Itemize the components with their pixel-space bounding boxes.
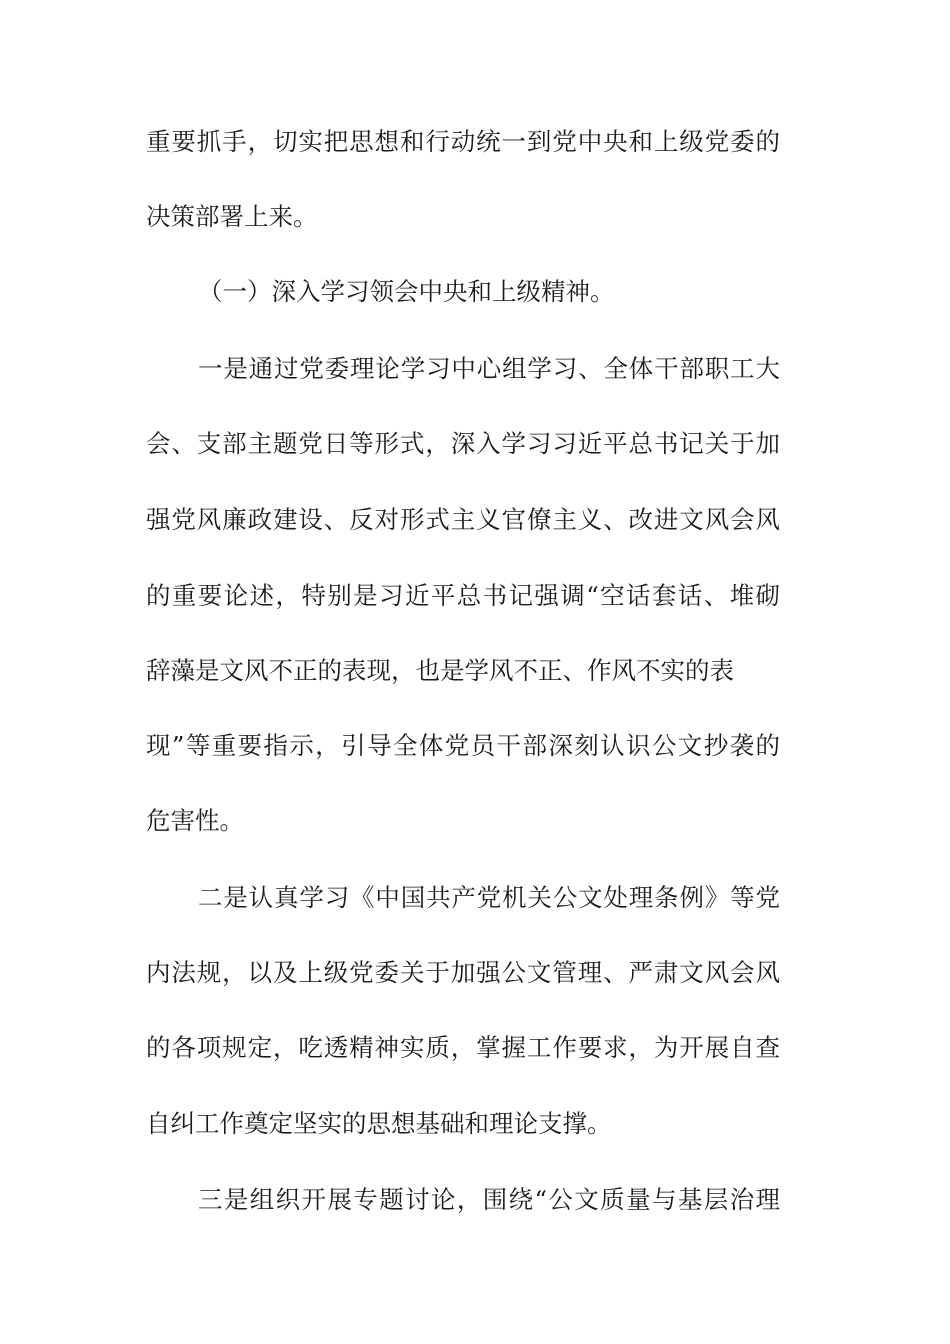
section-heading: （一）深入学习领会中央和上级精神。 xyxy=(198,277,615,306)
paragraph-line: 二是认真学习《中国共产党机关公文处理条例》等党 xyxy=(198,883,780,912)
paragraph-line: 三是组织开展专题讨论，围绕“公文质量与基层治理 xyxy=(198,1185,780,1214)
paragraph-line: 危害性。 xyxy=(146,806,244,835)
paragraph-line: 一是通过党委理论学习中心组学习、全体干部职工大 xyxy=(198,354,780,383)
paragraph-line: 的各项规定，吃透精神实质，掌握工作要求，为开展自查 xyxy=(146,1033,780,1062)
paragraph-line: 会、支部主题党日等形式，深入学习习近平总书记关于加 xyxy=(146,429,780,458)
paragraph-line: 强党风廉政建设、反对形式主义官僚主义、改进文风会风 xyxy=(146,505,780,534)
paragraph-line: 自纠工作奠定坚实的思想基础和理论支撑。 xyxy=(146,1109,612,1138)
paragraph-line: 重要抓手，切实把思想和行动统一到党中央和上级党委的 xyxy=(146,127,780,156)
paragraph-line: 的重要论述，特别是习近平总书记强调“空话套话、堆砌 xyxy=(146,581,780,610)
paragraph-line: 内法规，以及上级党委关于加强公文管理、严肃文风会风 xyxy=(146,958,780,987)
paragraph-line: 现”等重要指示，引导全体党员干部深刻认识公文抄袭的 xyxy=(146,731,780,760)
paragraph-line: 辞藻是文风不正的表现，也是学风不正、作风不实的表 xyxy=(146,656,734,685)
paragraph-line: 决策部署上来。 xyxy=(146,202,318,231)
